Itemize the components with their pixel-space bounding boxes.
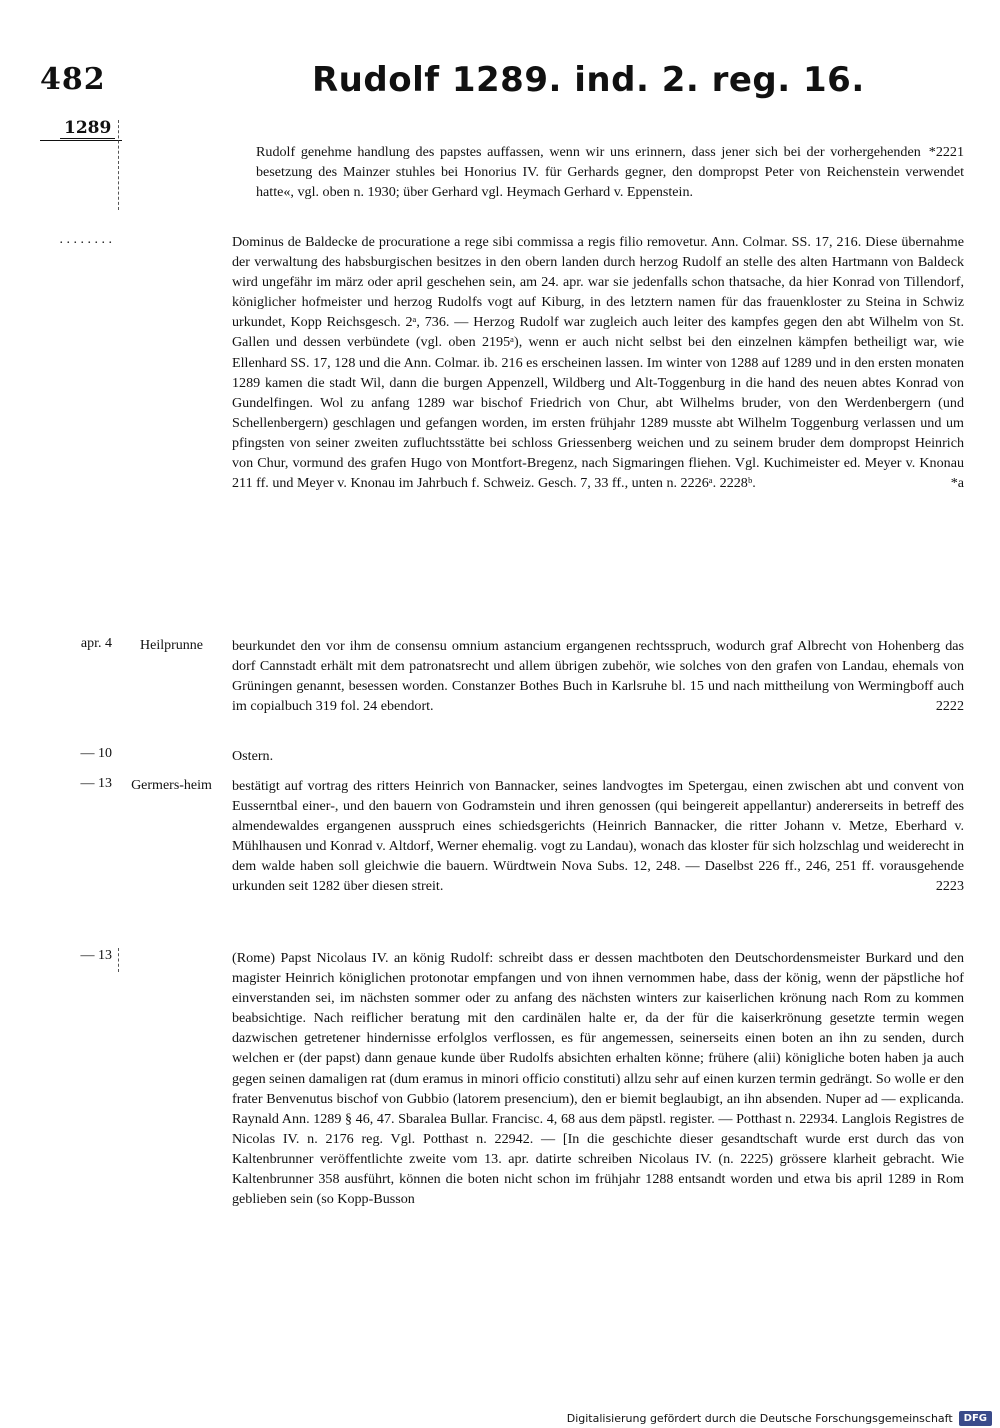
entry-date: — 10 [80, 746, 112, 761]
entry-place: Germers-heim [131, 778, 212, 793]
entry-place: Heilprunne [140, 638, 203, 653]
entry-text: Dominus de Baldecke de procuratione a rege sibi commissa a regis filio removetur. Ann. Colmar. SS. 17, 216. Diese übernahme der verwaltung des habsburgischen besitzes in den obern landen durch herzog Rudolf an stelle des alten Hartmann von Baldeck wird ungefähr im märz oder april geschehen sein, am 24. apr. war sie jedenfalls schon thatsache, da hier Konrad von Tillendorf, königlicher hofmeister und herzog Rudolfs vogt auf Kiburg, in des letztern namen für das frauenkloster zu Steina in Schwiz urkundet, Kopp Reichsgesch. 2ᵃ, 736. — Herzog Rudolf war zugleich auch leiter des kampfes gegen den abt Wilhelm von St. Gallen und dessen verbündete (vgl. oben 2195ᵃ), wenn er auch nicht selbst bei den einzelnen kämpfen betheiligt war, wie Ellenhard SS. 17, 128 und die Ann. Colmar. ib. 216 es erscheinen lassen. Im winter von 1288 auf 1289 und in den ersten monaten 1289 kamen die stadt Wil, dann die burgen Appenzell, Wildberg und Alt-Toggenburg in die hand des neuen abtes Konrad von Gundelfingen. Wol zu anfang 1289 war bischof Friedrich von Chur, abt Wilhelms bruder, von den Werdenbergern (und Schellenbergern) geschlagen und gefangen worden, im ersten frühjahr 1289 musste abt Wilhelm Toggenburg verlassen und um pfingsten von seiner zweiten zufluchtsstätte bei schloss Griessenberg weichen und zu seinem bruder dem dompropst Heinrich von Chur, vormund des grafen Hugo von Montfort-Bregenz, nach Sigmaringen fliehen. Vgl. Kuchimeister ed. Meyer v. Knonau 211 ff. und Meyer v. Knonau im Jahrbuch f. Schweiz. Gesch. 7, 33 ff., unten n. 2226ᵃ. 2228ᵇ. *a [232, 232, 964, 493]
entry-text: beurkundet den vor ihm de consensu omnium astancium ergangenen rechtsspruch, wodurch graf Albrecht von Hohenberg das dorf Cannstadt erhält mit dem patronatsrecht und allem übrigen zubehör, wie solches von den grafen von Landau, ehemals von Grüningen genannt, besessen worden. Constanzer Bothes Buch in Karlsruhe bl. 15 und nach mittheilung von Wermingboff auch im copialbuch 319 fol. 24 ebendort. 2222 [232, 636, 964, 716]
entry-date: . . . . . . . . [59, 232, 112, 247]
entry-number: 2222 [935, 698, 964, 715]
year-marker: 1289 [60, 118, 115, 139]
entry-text: bestätigt auf vortrag des ritters Heinrich von Bannacker, seines landvogtes im Spetergau, einen zwischen abt und convent von Eusserntbal einer-, und den bauern von Godramstein und ihren genossen (qui beingereit appellantur) andererseits in betreff des almendewaldes ergangenen ausspruch eines schiedsgerichts (Heinrich Bannacker, die ritter Johann v. Metze, Eberhard v. Mühlhausen und Konrad v. Altdorf, Werner ehemalig. vogt zu Landau), wonach das kloster für sich holzschlag und weiderecht in dem walde haben soll gleichwie die bauern. Würdtwein Nova Subs. 12, 248. — Daselbst 226 ff., 246, 251 ff. vorausgehende urkunden seit 1282 über diesen streit. 2223 [232, 776, 964, 897]
entry-text: (Rome) Papst Nicolaus IV. an könig Rudolf: schreibt dass er dessen machtboten den Deutschordensmeister Burkard und den magister Heinrich königlichen protonotar empfangen und von ihnen vernommen habe, dass der könig, wenn der päpstliche hof einverstanden sei, im nächsten sommer oder zu anfang des nächsten winters zur kaiserlichen krönung nach Rom zu kommen beabsichtige. Nach reiflicher beratung mit den cardinälen halte er, da der für die kaiserkrönung gesetzte termin wegen dazwischen getretener hindernisse erfolglos verflossen, es für angemessen, seinerseits einen boten an ihn zu senden, durch welchen er (der papst) dann genaue kunde über Rudolfs absichten erhalten könne; frühere (alii) königliche boten haben ja auch gegen seinen damaligen rat (dum eramus in minori officio constituti) allzu sehr auf einen kurzen termin gedrängt. So wolle er den frater Benvenutus bischof von Gubbio (latorem presencium), den er biemit beglaubigt, an ihn absenden. Nuper ad — explicanda. Raynald Ann. 1289 § 46, 47. Sbaralea Bullar. Francisc. 4, 68 aus dem päpstl. register. — Potthast n. 22934. Langlois Registres de Nicolas IV. n. 2176 reg. Vgl. Potthast n. 22942. — [In die geschichte dieser gesandtschaft wurde erst durch das von Kaltenbrunner veröffentlichte zweite vom 13. apr. datirte schreiben Nicolaus IV. (n. 2225) grössere klarheit gebracht. Wie Kaltenbrunner 358 ausführt, können die boten nicht schon im frühjahr 1288 entsandt worden und etwa bis april 1289 in Rom geblieben sein (so Kopp-Busson [232, 950, 964, 1208]
dfg-logo: DFG [959, 1411, 992, 1426]
entry-text: *2221 Rudolf genehme handlung des papstes auffassen, wenn wir uns erinnern, dass jener sich bei der vorhergehenden besetzung des Mainzer stuhles bei Honorius IV. für Gerhards gegner, den dompropst Peter von Reichenstein verwendet hatte«, vgl. oben n. 1930; über Gerhard vgl. Heymach Gerhard v. Eppenstein. [256, 144, 964, 201]
footer-text: Digitalisierung gefördert durch die Deutsche Forschungsgemeinschaft [566, 1411, 953, 1425]
margin-divider-line [118, 120, 119, 210]
entry-number: *2221 [928, 144, 964, 160]
entry-text: Ostern. [232, 748, 274, 764]
entry-number: 2223 [935, 878, 964, 895]
entry-date: apr. 4 [80, 636, 112, 651]
margin-divider-line [118, 948, 119, 972]
footer-credit [567, 1408, 1000, 1428]
entry-date: — 13 [80, 948, 112, 963]
year-rule [40, 140, 122, 141]
page-number: 482 [40, 62, 106, 97]
entry-date: — 13 [80, 776, 112, 791]
entry-number: *a [950, 475, 964, 492]
running-header-title: Rudolf 1289. ind. 2. reg. 16. [312, 60, 865, 100]
